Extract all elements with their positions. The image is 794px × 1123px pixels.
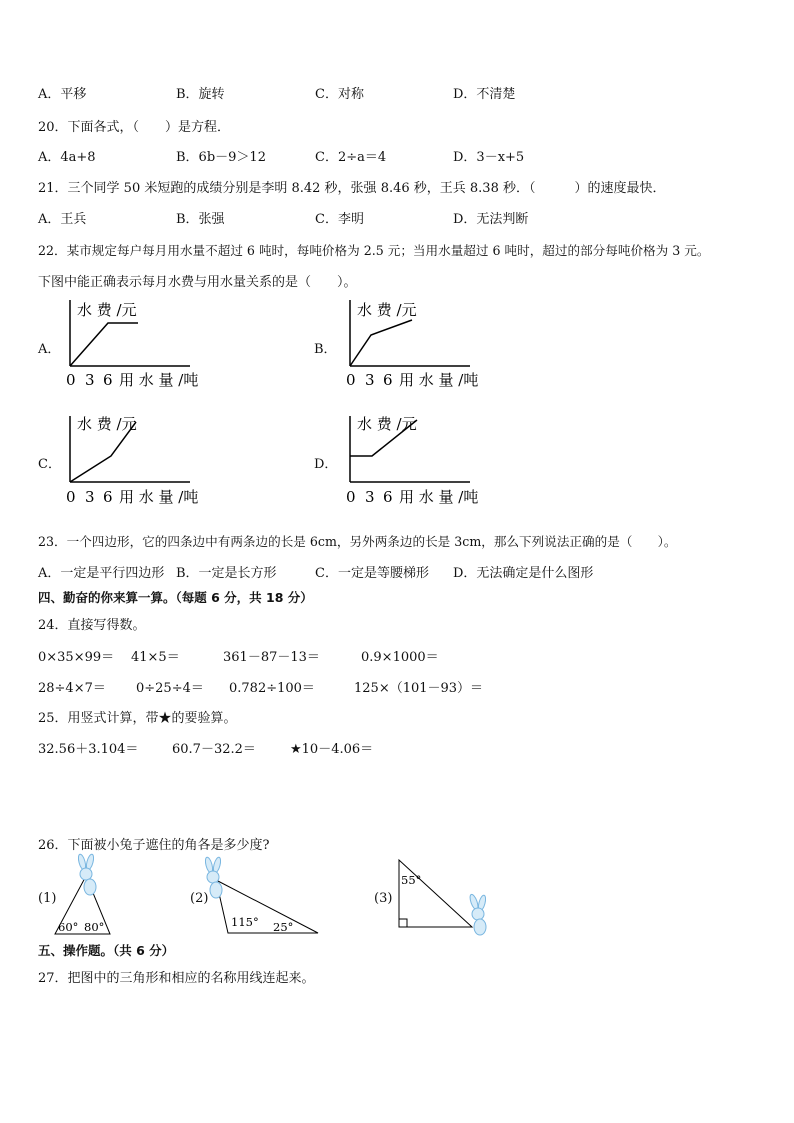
- triangle-1-label: (1): [38, 891, 57, 906]
- graph-c: [60, 408, 210, 508]
- graph-b: [340, 292, 490, 392]
- q19-option-b: B．旋转: [176, 87, 225, 102]
- graph-b-tick-0: 0: [346, 371, 356, 389]
- triangle-2-angle-a: 115°: [231, 915, 259, 929]
- q20-option-a: A．4a+8: [38, 150, 96, 165]
- triangle-2-label: (2): [190, 891, 209, 906]
- triangle-1-angle-b: 80°: [84, 920, 105, 934]
- graph-a-ylabel: 水 费 /元: [77, 301, 137, 319]
- graph-d-tick-3: 3: [365, 488, 375, 506]
- graph-c-tick-6: 6: [103, 488, 113, 506]
- graph-b-label: B．: [314, 342, 337, 357]
- q21-option-a: A．王兵: [38, 212, 87, 227]
- q21-option-c: C．李明: [315, 212, 364, 227]
- graph-b-xlabel: 用 水 量 /吨: [399, 371, 479, 389]
- graph-c-tick-0: 0: [66, 488, 76, 506]
- q21-option-d: D．无法判断: [453, 212, 529, 227]
- q24-r2-c3: 0.782÷100＝: [229, 681, 315, 696]
- q22-stem-line2: 下图中能正确表示每月水费与用水量关系的是（ ）。: [38, 275, 357, 290]
- q23-stem: 23．一个四边形，它的四条边中有两条边的长是 6cm，另外两条边的长是 3cm，那么下列说法正确的是（ ）。: [38, 534, 677, 549]
- q25-stem: 25．用竖式计算，带★的要验算。: [38, 711, 237, 726]
- q20-stem: 20．下面各式，（ ）是方程．: [38, 120, 231, 135]
- q19-option-a: A．平移: [38, 87, 87, 102]
- graph-d-tick-6: 6: [383, 488, 393, 506]
- graph-a-label: A．: [38, 342, 61, 357]
- graph-c-label: C．: [38, 457, 61, 472]
- graph-d: [340, 408, 490, 508]
- graph-b-tick-3: 3: [365, 371, 375, 389]
- q24-r1-c4: 0.9×1000＝: [361, 650, 439, 665]
- q23-option-c: C．一定是等腰梯形: [315, 566, 429, 581]
- triangle-1: [52, 856, 122, 938]
- graph-c-xlabel: 用 水 量 /吨: [119, 488, 199, 506]
- triangle-3: [394, 856, 494, 938]
- q24-r1-c3: 361－87－13＝: [223, 650, 320, 665]
- q25-item-1: 32.56＋3.104＝: [38, 742, 139, 757]
- q20-option-d: D．3－x+5: [453, 150, 525, 165]
- q24-r2-c1: 28÷4×7＝: [38, 681, 106, 696]
- triangle-3-label: (3): [374, 891, 393, 906]
- graph-d-tick-0: 0: [346, 488, 356, 506]
- q24-r1-c2: 41×5＝: [131, 650, 180, 665]
- graph-b-ylabel: 水 费 /元: [357, 301, 417, 319]
- section4-title: 四、勤奋的你来算一算。（每题 6 分，共 18 分）: [38, 590, 313, 605]
- q21-option-b: B．张强: [176, 212, 225, 227]
- q24-stem: 24．直接写得数。: [38, 618, 146, 633]
- graph-b-tick-6: 6: [383, 371, 393, 389]
- q23-option-b: B．一定是长方形: [176, 566, 277, 581]
- triangle-3-angle-a: 55°: [401, 873, 422, 887]
- triangle-1-angle-a: 60°: [58, 920, 79, 934]
- graph-c-ylabel: 水 费 /元: [77, 415, 137, 433]
- q22-stem-line1: 22．某市规定每户每月用水量不超过 6 吨时，每吨价格为 2.5 元；当用水量超过 6 吨时，超过的部分每吨价格为 3 元。: [38, 243, 710, 258]
- q26-stem: 26．下面被小兔子遮住的角各是多少度?: [38, 838, 270, 853]
- q24-r2-c4: 125×（101－93）＝: [354, 681, 484, 696]
- q19-option-d: D．不清楚: [453, 87, 516, 102]
- graph-a-tick-0: 0: [66, 371, 76, 389]
- triangle-2-angle-b: 25°: [273, 920, 294, 934]
- graph-a-tick-6: 6: [103, 371, 113, 389]
- q23-option-d: D．无法确定是什么图形: [453, 566, 594, 581]
- graph-c-tick-3: 3: [85, 488, 95, 506]
- q25-item-2: 60.7－32.2＝: [172, 742, 256, 757]
- q25-item-3: ★10－4.06＝: [290, 742, 374, 757]
- rabbit-icon: [468, 893, 487, 935]
- q23-option-a: A．一定是平行四边形: [38, 566, 165, 581]
- q20-option-c: C．2÷a＝4: [315, 150, 387, 165]
- graph-d-label: D．: [314, 457, 338, 472]
- section5-title: 五、操作题。（共 6 分）: [38, 943, 175, 958]
- graph-a: [60, 292, 210, 392]
- q27-stem: 27．把图中的三角形和相应的名称用线连起来。: [38, 971, 315, 986]
- q24-r2-c2: 0÷25÷4＝: [136, 681, 204, 696]
- q24-r1-c1: 0×35×99＝: [38, 650, 115, 665]
- triangle-2: [200, 860, 325, 940]
- graph-d-ylabel: 水 费 /元: [357, 415, 417, 433]
- q19-option-c: C．对称: [315, 87, 364, 102]
- graph-a-xlabel: 用 水 量 /吨: [119, 371, 199, 389]
- graph-d-xlabel: 用 水 量 /吨: [399, 488, 479, 506]
- rabbit-icon: [204, 856, 222, 898]
- q20-option-b: B．6b－9＞12: [176, 150, 266, 165]
- graph-a-tick-3: 3: [85, 371, 95, 389]
- q21-stem: 21．三个同学 50 米短跑的成绩分别是李明 8.42 秒，张强 8.46 秒，王兵 8.38 秒．（ ）的速度最快．: [38, 181, 666, 196]
- rabbit-icon: [77, 853, 96, 895]
